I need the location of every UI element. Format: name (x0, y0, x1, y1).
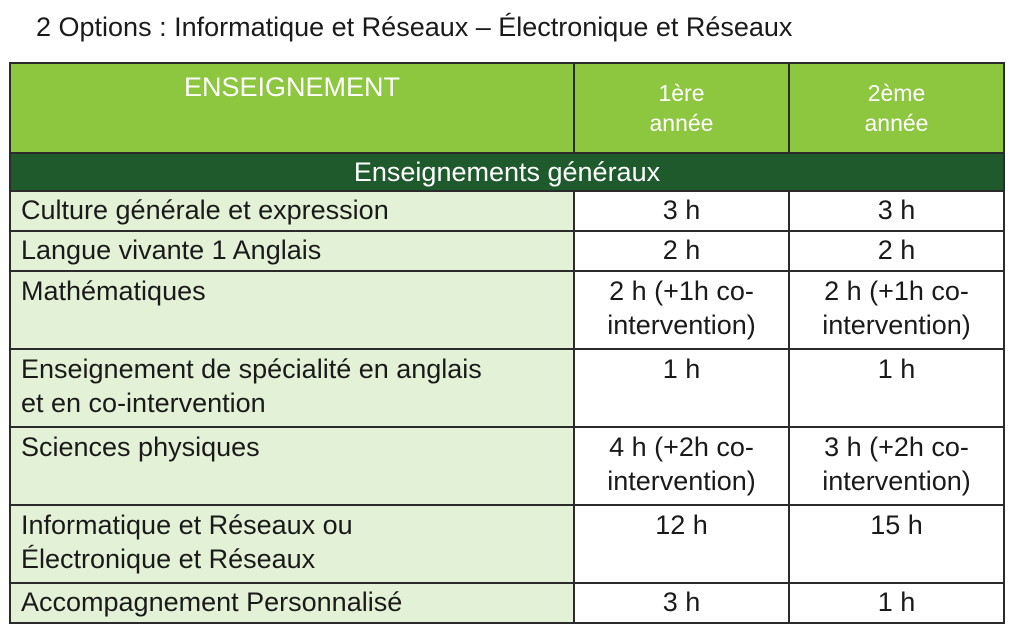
year2-hours: 3 h (+2h co- intervention) (789, 427, 1004, 505)
year2-hours: 3 h (789, 191, 1004, 231)
subject-cell: Langue vivante 1 Anglais (10, 231, 574, 271)
schedule-table (9, 62, 1005, 624)
subject-cell: Accompagnement Personnalisé (10, 583, 574, 623)
subject-cell: Enseignement de spécialité en anglais et en co-intervention (10, 349, 574, 427)
section-row (10, 153, 1004, 191)
header-enseignement: ENSEIGNEMENT (10, 63, 574, 153)
year2-hours: 15 h (789, 505, 1004, 583)
table-row (10, 231, 1004, 271)
year1-hours: 4 h (+2h co- intervention) (574, 427, 789, 505)
subject-cell: Informatique et Réseaux ou Électronique et Réseaux (10, 505, 574, 583)
section-title: Enseignements généraux (10, 153, 1004, 191)
table-row (10, 427, 1004, 505)
year2-hours: 2 h (789, 231, 1004, 271)
year1-hours: 2 h (+1h co- intervention) (574, 271, 789, 349)
subject-cell: Mathématiques (10, 271, 574, 349)
table-row (10, 191, 1004, 231)
subject-cell: Culture générale et expression (10, 191, 574, 231)
year2-hours: 1 h (789, 583, 1004, 623)
page-title: 2 Options : Informatique et Réseaux – Électronique et Réseaux (36, 12, 793, 42)
table-row (10, 349, 1004, 427)
year1-hours: 2 h (574, 231, 789, 271)
year1-hours: 12 h (574, 505, 789, 583)
year1-hours: 1 h (574, 349, 789, 427)
table-row (10, 505, 1004, 583)
year2-hours: 1 h (789, 349, 1004, 427)
year1-hours: 3 h (574, 191, 789, 231)
table-row (10, 583, 1004, 623)
table-row (10, 271, 1004, 349)
header-year-2: 2ème année (789, 63, 1004, 153)
subject-cell: Sciences physiques (10, 427, 574, 505)
table-header-row (10, 63, 1004, 153)
header-year-1: 1ère année (574, 63, 789, 153)
year2-hours: 2 h (+1h co- intervention) (789, 271, 1004, 349)
year1-hours: 3 h (574, 583, 789, 623)
